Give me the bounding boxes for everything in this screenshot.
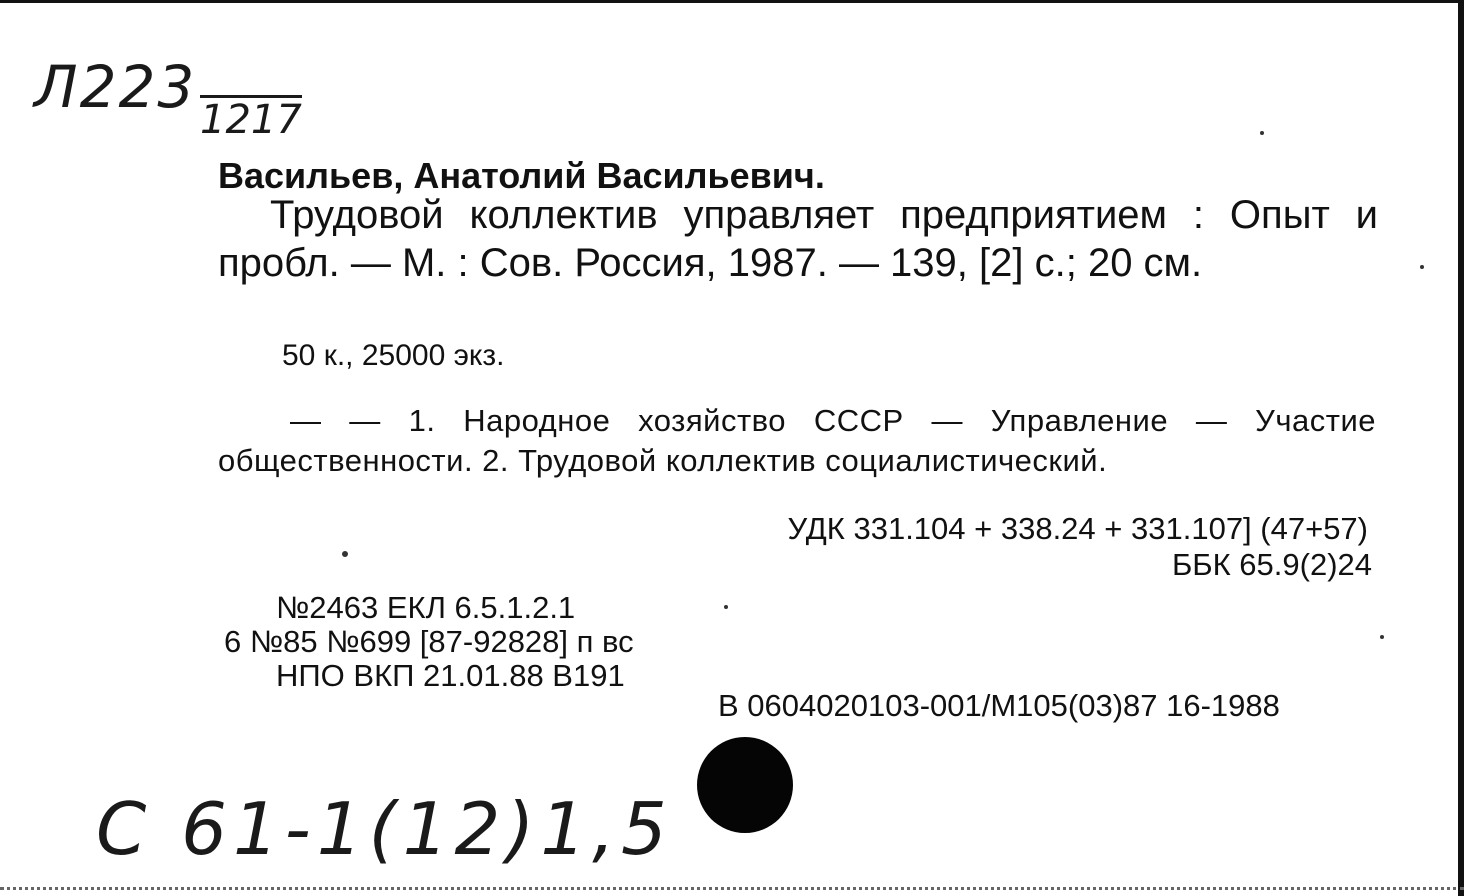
record-line-4: В 0604020103-001/М105(03)87 16-1988 xyxy=(718,688,1280,723)
speck xyxy=(1380,635,1384,639)
subject-headings: — — 1. Народное хозяйство СССР — Управление — Участие общественности. 2. Трудовой коллектив социалистический. xyxy=(218,403,1376,478)
speck xyxy=(342,551,348,557)
record-line-2: 6 №85 №699 [87-92828] п вс xyxy=(224,624,634,659)
price-edition: 50 к., 25000 экз. xyxy=(282,339,505,372)
shelf-mark: Л223 xyxy=(34,53,197,121)
record-line-3: НПО ВКП 21.01.88 В191 xyxy=(276,658,625,693)
handwritten-code: С 61-1(12)1,5 xyxy=(96,787,673,871)
shelf-number: 1217 xyxy=(200,97,302,143)
speck xyxy=(724,605,728,609)
bbk-classification: ББК 65.9(2)24 xyxy=(1171,547,1372,582)
title-description: Трудовой коллектив управляет предприятием : Опыт и пробл. — М. : Сов. Россия, 1987. — 139, [2] с.; 20 см. xyxy=(218,193,1378,285)
punch-hole xyxy=(697,737,793,833)
speck xyxy=(1260,131,1264,135)
udk-classification: УДК 331.104 + 338.24 + 331.107] (47+57) xyxy=(787,511,1368,546)
author-heading: Васильев, Анатолий Васильевич. xyxy=(218,155,825,196)
bottom-edge-dots xyxy=(0,887,1464,890)
speck xyxy=(1420,265,1424,269)
record-line-1: №2463 ЕКЛ 6.5.1.2.1 xyxy=(276,590,576,625)
